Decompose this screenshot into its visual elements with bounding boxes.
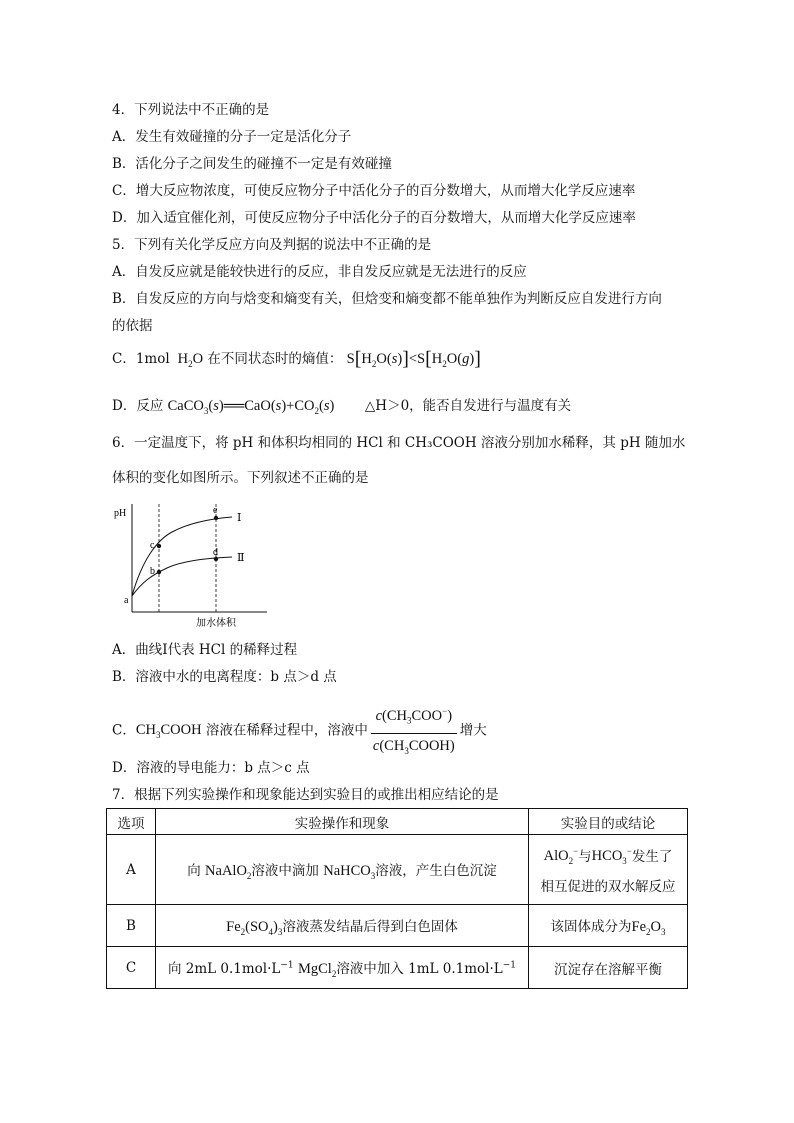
nahco3-formula: NaHCO$_3$ (323, 862, 376, 881)
q5-option-b-line2: 的依据 (112, 318, 153, 334)
q6-stem-line2: 体积的变化如图所示。下列叙述不正确的是 (112, 470, 369, 486)
row-c-option: C (107, 947, 156, 989)
q6-option-b: B．溶液中水的电离程度：b 点＞d 点 (112, 669, 337, 685)
entropy-comparison: $S[H_2O(s)]<S[H_2O(g)]$ (346, 348, 481, 370)
point-d-label: d (213, 547, 218, 558)
row-c-op-part2: 溶液中加入 1mL 0.1mol·L (336, 960, 503, 977)
q4-option-b: B．活化分子之间发生的碰撞不一定是有效碰撞 (112, 156, 392, 172)
point-e-dot (214, 516, 218, 520)
fe2so43-formula: $Fe_2(SO_4)_3$ (226, 918, 283, 937)
q5-c-mid: 在不同状态时的熵值： (207, 351, 343, 367)
header-option: 选项 (107, 809, 156, 835)
row-b-operation (156, 905, 529, 947)
q5-d-condition: △H＞0，能否自发进行与温度有关 (364, 398, 572, 414)
q5-option-c (112, 350, 481, 373)
q7-stem: 7．根据下列实验操作和现象能达到实验目的或推出相应结论的是 (112, 787, 499, 803)
fe2o3-formula: $Fe_2O_3$ (631, 918, 666, 937)
q6-option-d: D．溶液的导电能力：b 点＞c 点 (112, 760, 310, 776)
table-row-a (107, 835, 688, 905)
header-operation: 实验操作和现象 (156, 809, 529, 835)
point-b-label: b (150, 566, 155, 577)
q5-stem: 5．下列有关化学反应方向及判据的说法中不正确的是 (112, 237, 432, 253)
reaction-equation: $CaCO_3(s)══CaO(s)+CO_2(s)$ (167, 398, 335, 416)
mgcl2-formula: MgCl$_2$ (297, 960, 337, 979)
q6-c-prefix: C． (112, 722, 136, 739)
concentration-ratio: $\frac{c(CH_3COO^-)}{c(CH_3COOH)}$ (371, 700, 457, 762)
q4-option-a: A．发生有效碰撞的分子一定是活化分子 (112, 129, 352, 145)
water-formula: $H_2O$ (173, 351, 204, 369)
acetic-acid-formula: $CH_3COOH$ (135, 722, 202, 741)
ph-dilution-graph (112, 500, 272, 630)
q4-option-c: C．增大反应物浓度，可使反应物分子中活化分子的百分数增大，从而增大化学反应速率 (112, 183, 636, 199)
q5-option-b-line1: B．自发反应的方向与焓变和熵变有关，但焓变和熵变都不能单独作为判断反应自发进行方向 (112, 291, 662, 307)
row-a-conclusion-suffix: 发生了 (631, 848, 673, 865)
q4-stem: 4．下列说法中不正确的是 (112, 102, 270, 118)
point-a-label: a (124, 595, 129, 606)
header-conclusion: 实验目的或结论 (529, 809, 688, 835)
curve-ii-label: Ⅱ (237, 552, 245, 564)
table-row-b (107, 905, 688, 947)
point-c-dot (157, 544, 161, 548)
row-b-conclusion-prefix: 该固体成分为 (550, 918, 632, 935)
table-row-c (107, 947, 688, 989)
row-a-op-prefix: 向 (187, 862, 206, 879)
alo2-ion: AlO$_2$− (543, 846, 579, 867)
q5-c-prefix: C．1mol (112, 351, 170, 367)
curve-ii (132, 557, 232, 596)
row-a-conclusion-line2: 相互促进的双水解反应 (540, 879, 676, 896)
curve-i-label: Ⅰ (237, 512, 242, 524)
q6-option-c (112, 700, 487, 762)
point-e-label: e (213, 505, 218, 516)
hco3-ion: $HCO_3^-$ (591, 846, 632, 867)
y-axis-label: pH (114, 508, 127, 519)
row-c-operation: 向 2mL $0.1mol\cdot L^{-1}$ MgCl$_2$溶液中加入 1mL $0.1mol\cdot L^{-1}$ (156, 947, 529, 989)
row-a-conclusion-mid: 与 (578, 848, 592, 865)
experiment-table (106, 808, 688, 989)
q5-option-a: A．自发反应就是能较快进行的反应，非自发反应就是无法进行的反应 (112, 264, 527, 280)
table-header-row (107, 809, 688, 835)
x-axis-label: 加水体积 (196, 618, 236, 629)
row-c-conclusion: 沉淀存在溶解平衡 (529, 947, 688, 989)
q6-c-suffix: 增大 (459, 722, 487, 739)
point-b-dot (157, 570, 161, 574)
row-a-option: A (107, 835, 156, 905)
row-b-option: B (107, 905, 156, 947)
row-b-op-suffix: 溶液蒸发结晶后得到白色固体 (282, 918, 458, 935)
row-a-op-mid: 溶液中滴加 (251, 862, 324, 879)
row-a-op-suffix: 溶液，产生白色沉淀 (375, 862, 497, 879)
q5-option-d (112, 397, 571, 420)
point-c-label: c (150, 540, 155, 551)
naalo2-formula: NaAlO$_2$ (205, 862, 252, 881)
row-a-conclusion (529, 835, 688, 905)
row-b-conclusion (529, 905, 688, 947)
q6-option-a: A．曲线Ⅰ代表 HCl 的稀释过程 (112, 642, 298, 658)
row-a-operation (156, 835, 529, 905)
q6-c-mid: 溶液在稀释过程中，溶液中 (205, 722, 368, 739)
q5-d-prefix: D．反应 (112, 398, 164, 414)
q4-option-d: D．加入适宜催化剂，可使反应物分子中活化分子的百分数增大，从而增大化学反应速率 (112, 210, 636, 226)
q6-stem-line1: 6．一定温度下，将 pH 和体积均相同的 HCl 和 CH₃COOH 溶液分别加水稀释，其 pH 随加水 (112, 435, 686, 451)
row-c-op-part1: 向 2mL 0.1mol·L (167, 960, 281, 977)
